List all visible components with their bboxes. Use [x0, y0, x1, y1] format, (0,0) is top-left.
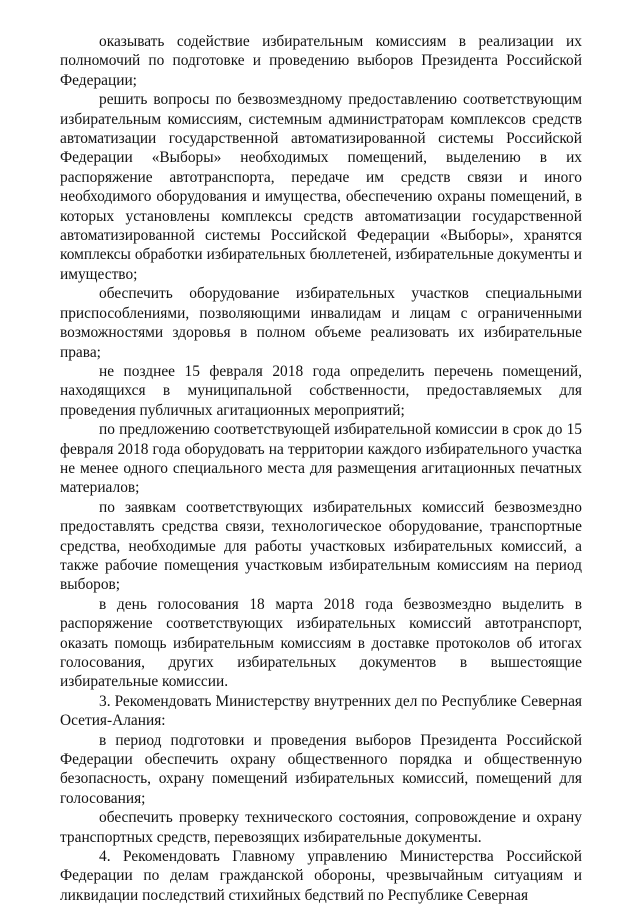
paragraph-transport-escort: обеспечить проверку технического состояния, сопровождение и охрану транспортных средств, перевозящих избирательные документы. [60, 809, 582, 846]
paragraph-item-4-emergency-ministry: 4. Рекомендовать Главному управлению Министерства Российской Федерации по делам гражданской обороны, чрезвычайным ситуациям и ликвидации последствий стихийных бедствий по Республике Северная [60, 848, 582, 904]
paragraph-voting-day-transport: в день голосования 18 марта 2018 года безвозмездно выделить в распоряжение соответствующих избирательных комиссий автотранспорт, оказать помощь избирательным комиссиям в доставке протоколов об итогах голосования, других избирательных документов в вышестоящие избирательные комиссии. [60, 595, 582, 691]
paragraph-assist-commissions: оказывать содействие избирательным комиссиям в реализации их полномочий по подготовке и проведению выборов Президента Российской Федерации; [60, 33, 582, 89]
paragraph-campaign-materials-places: по предложению соответствующей избирательной комиссии в срок до 15 февраля 2018 года оборудовать на территории каждого избирательного участка не менее одного специального места для размещения агитационных печатных материалов; [60, 421, 582, 497]
paragraph-campaign-premises-list: не позднее 15 февраля 2018 года определить перечень помещений, находящихся в муниципальной собственности, предоставляемых для проведения публичных агитационных мероприятий; [60, 362, 582, 419]
paragraph-public-order: в период подготовки и проведения выборов Президента Российской Федерации обеспечить охрану общественного порядка и общественную безопасность, охрану помещений избирательных комиссий, помещений для голосования; [60, 731, 582, 807]
paragraph-free-equipment: по заявкам соответствующих избирательных комиссий безвозмездно предоставлять средства связи, технологическое оборудование, транспортные средства, необходимые для работы участковых избирательных комиссий, а также рабочие помещения участковым избирательным комиссиям на период выборов; [60, 498, 582, 594]
paragraph-provide-premises: решить вопросы по безвозмездному предоставлению соответствующим избирательным комиссиям, системным администраторам комплексов средств автоматизации государственной автоматизированной системы Российской Федерации «Выборы» необходимых помещений, выделению в их распоряжение автотранспорта, передаче им средств связи и иного необходимого оборудования и имущества, обеспечению охраны помещений, в которых установлены комплексы средств автоматизации государственной автоматизированной системы Российской Федерации «Выборы», хранятся комплексы обработки избирательных бюллетеней, избирательные документы и имущество; [60, 91, 582, 283]
paragraph-item-3-interior-ministry: 3. Рекомендовать Министерству внутренних дел по Республике Северная Осетия-Алания: [60, 692, 582, 730]
paragraph-accessibility-equipment: обеспечить оборудование избирательных участков специальными приспособлениями, позволяющими инвалидам и лицам с ограниченными возможностями здоровья в полном объеме реализовать их избирательные права; [60, 285, 582, 361]
